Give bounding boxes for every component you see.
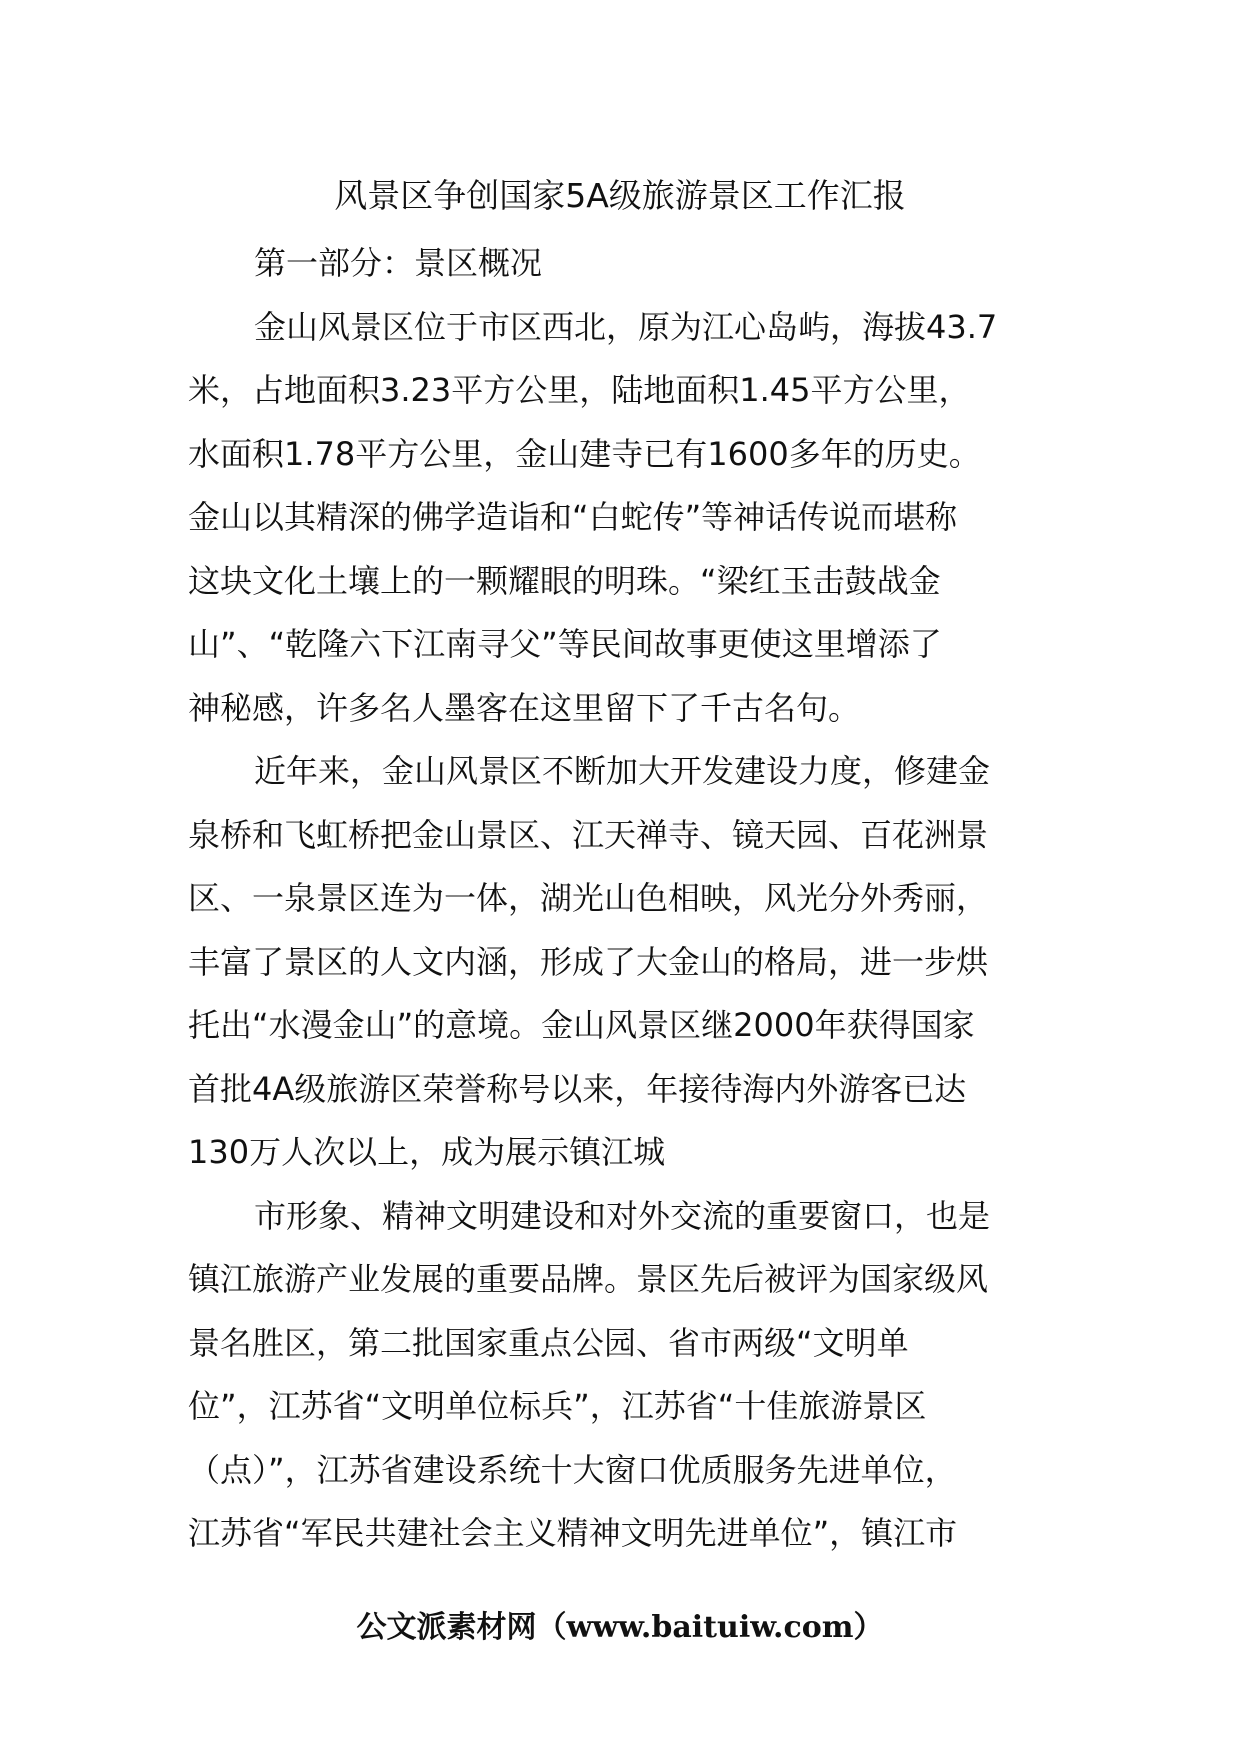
section-heading: 第一部分：景区概况	[254, 244, 543, 282]
paragraph-honors	[188, 1185, 1068, 1566]
paragraph-line: 镇江旅游产业发展的重要品牌。景区先后被评为国家级风	[188, 1260, 989, 1298]
paragraph-line: （点）”，江苏省建设系统十大窗口优质服务先进单位，	[188, 1450, 957, 1489]
document-title: 风景区争创国家5A级旅游景区工作汇报	[334, 176, 906, 215]
footer-watermark: 公文派素材网（www.baituiw.com）	[356, 1610, 884, 1645]
paragraph-development	[188, 740, 1068, 1185]
paragraph-line: 位”，江苏省“文明单位标兵”，江苏省“十佳旅游景区	[188, 1387, 927, 1425]
paragraph-line: 区、一泉景区连为一体，湖光山色相映，风光分外秀丽，	[188, 879, 989, 917]
paragraph-line: 泉桥和飞虹桥把金山景区、江天禅寺、镜天园、百花洲景	[188, 815, 989, 854]
paragraph-line: 丰富了景区的人文内涵，形成了大金山的格局，进一步烘	[188, 942, 989, 981]
paragraph-line: 托出“水漫金山”的意境。金山风景区继2000年获得国家	[188, 1006, 975, 1044]
paragraph-line: 神秘感，许多名人墨客在这里留下了千古名句。	[188, 688, 861, 727]
document-body	[188, 232, 1068, 1566]
paragraph-line: 水面积1.78平方公里，金山建寺已有1600多年的历史。	[188, 434, 981, 473]
paragraph-line: 米，占地面积3.23平方公里，陆地面积1.45平方公里，	[188, 371, 971, 409]
paragraph-line: 景名胜区，第二批国家重点公园、省市两级“文明单	[188, 1323, 909, 1362]
paragraph-line: 130万人次以上，成为展示镇江城	[188, 1133, 666, 1171]
paragraph-line: 金山以其精深的佛学造诣和“白蛇传”等神话传说而堪称	[188, 498, 958, 536]
paragraph-line: 近年来，金山风景区不断加大开发建设力度，修建金	[254, 752, 991, 790]
paragraph-line: 这块文化土壤上的一颗耀眼的明珠。“梁红玉击鼓战金	[188, 561, 941, 600]
paragraph-line: 首批4A级旅游区荣誉称号以来，年接待海内外游客已达	[188, 1069, 967, 1108]
paragraph-line: 江苏省“军民共建社会主义精神文明先进单位”，镇江市	[188, 1514, 958, 1552]
paragraph-line: 市形象、精神文明建设和对外交流的重要窗口，也是	[254, 1196, 991, 1235]
paragraph-line: 山”、“乾隆六下江南寻父”等民间故事更使这里增添了	[188, 625, 942, 663]
section-heading-paragraph	[188, 232, 1068, 296]
paragraph-line: 金山风景区位于市区西北，原为江心岛屿，海拔43.7	[254, 307, 998, 346]
paragraph-overview	[188, 296, 1068, 741]
